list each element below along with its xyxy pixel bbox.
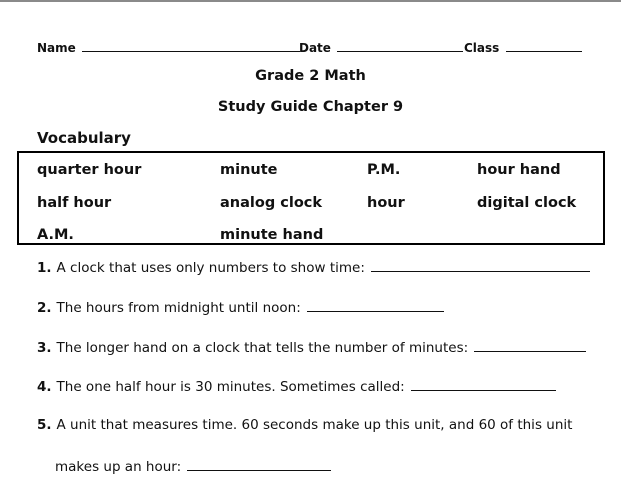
- vocab-word: half hour: [37, 195, 112, 211]
- question-4: [37, 377, 556, 395]
- answer-blank[interactable]: [474, 338, 586, 352]
- question-number: 5.: [37, 417, 52, 433]
- page-top-border: [0, 0, 621, 2]
- vocab-word: analog clock: [220, 195, 323, 211]
- vocab-word: digital clock: [477, 195, 577, 211]
- question-3: [37, 338, 586, 356]
- class-field: [464, 40, 582, 55]
- question-number: 1.: [37, 260, 52, 276]
- question-text: A unit that measures time. 60 seconds make up this unit, and 60 of this unit: [56, 417, 573, 433]
- question-number: 4.: [37, 379, 52, 395]
- class-blank[interactable]: [506, 40, 582, 52]
- vocabulary-label: Vocabulary: [37, 129, 131, 147]
- vocab-word: quarter hour: [37, 162, 142, 178]
- page-subtitle: Study Guide Chapter 9: [217, 99, 404, 115]
- date-blank[interactable]: [337, 40, 463, 52]
- class-label: Class: [464, 41, 500, 55]
- vocab-word: P.M.: [367, 162, 401, 178]
- question-text: The longer hand on a clock that tells the number of minutes:: [56, 340, 469, 356]
- vocab-word: hour hand: [477, 162, 561, 178]
- vocab-word: minute: [220, 162, 278, 178]
- date-label: Date: [299, 41, 331, 55]
- question-text: The hours from midnight until noon:: [56, 300, 301, 316]
- vocab-word: A.M.: [37, 227, 74, 243]
- vocab-word: minute hand: [220, 227, 324, 243]
- question-number: 2.: [37, 300, 52, 316]
- page-title: Grade 2 Math: [255, 68, 366, 84]
- vocabulary-box: [17, 151, 605, 245]
- name-blank[interactable]: [82, 40, 300, 52]
- date-field: [299, 40, 463, 55]
- answer-blank[interactable]: [307, 298, 444, 312]
- answer-blank[interactable]: [371, 258, 590, 272]
- question-5: [37, 417, 572, 433]
- vocab-word: hour: [367, 195, 405, 211]
- question-2: [37, 298, 444, 316]
- name-label: Name: [37, 41, 76, 55]
- question-text: A clock that uses only numbers to show time:: [56, 260, 365, 276]
- answer-blank[interactable]: [187, 457, 331, 471]
- question-5-continuation: [55, 457, 331, 475]
- answer-blank[interactable]: [411, 377, 556, 391]
- name-field: [37, 40, 300, 55]
- question-text: The one half hour is 30 minutes. Sometimes called:: [56, 379, 405, 395]
- question-number: 3.: [37, 340, 52, 356]
- question-text: makes up an hour:: [55, 459, 182, 475]
- question-1: [37, 258, 590, 276]
